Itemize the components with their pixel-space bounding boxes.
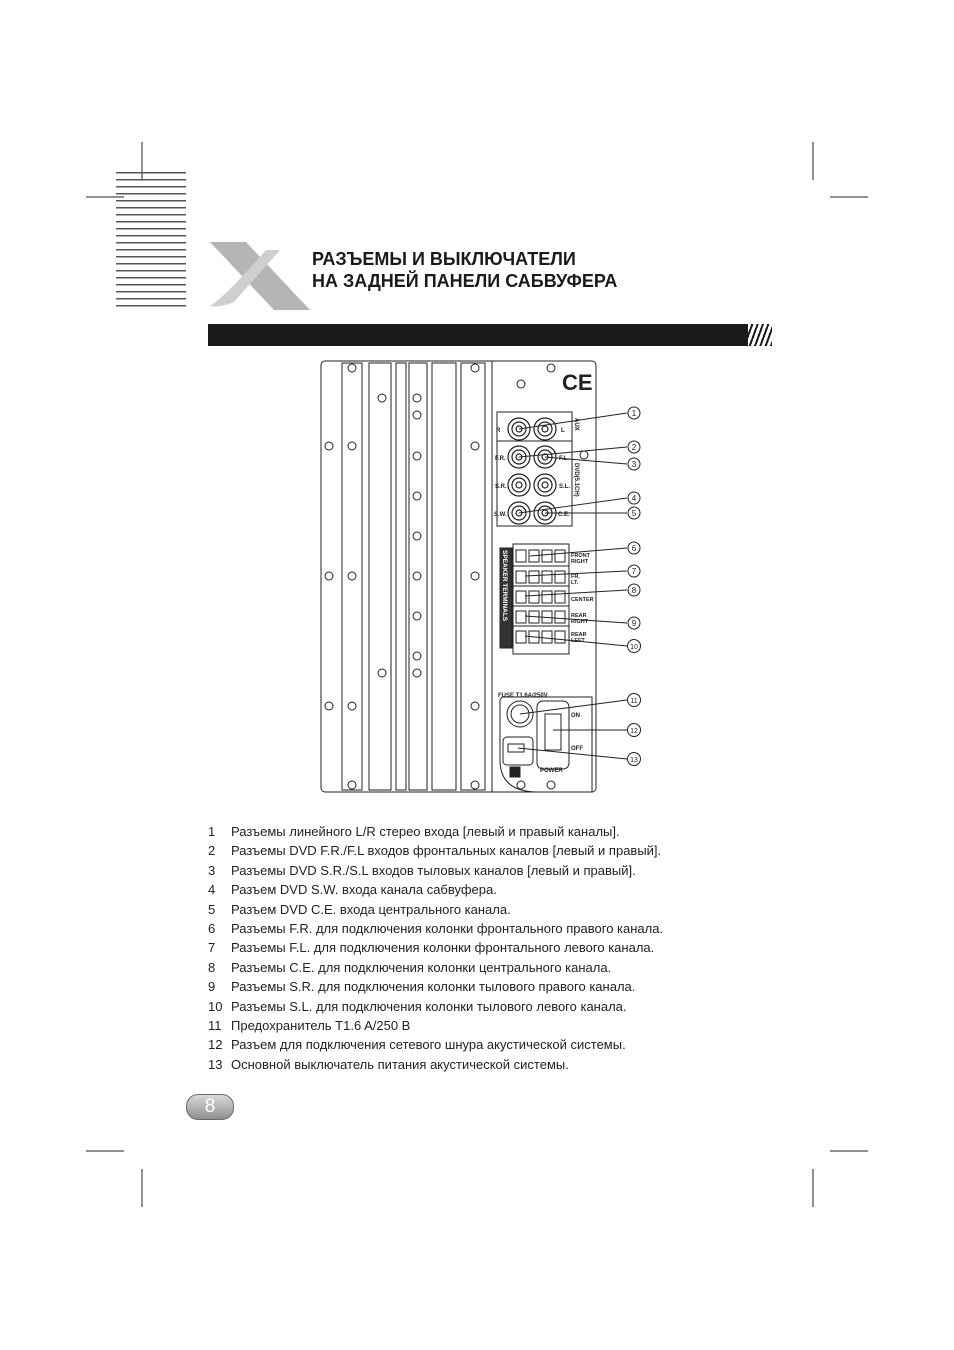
callout-5: 5 bbox=[631, 509, 637, 518]
terminal-rear-right-2: RIGHT bbox=[571, 619, 589, 625]
on-label: ON bbox=[571, 713, 580, 719]
legend-item: 1 Разъемы линейного L/R стерео входа [левый и правый каналы]. bbox=[208, 824, 620, 839]
title-line-1: РАЗЪЕМЫ И ВЫКЛЮЧАТЕЛИ bbox=[312, 249, 576, 269]
jack-label-fr: F.R. bbox=[495, 456, 506, 462]
callout-8: 8 bbox=[631, 586, 637, 595]
decorative-stripes bbox=[116, 172, 186, 312]
legend-item: 2 Разъемы DVD F.R./F.L входов фронтальных каналов [левый и правый]. bbox=[208, 843, 662, 859]
speaker-terminals-label: SPEAKER TERMINALS bbox=[501, 550, 508, 622]
callout-2: 2 bbox=[631, 443, 637, 452]
callout-7: 7 bbox=[631, 567, 637, 576]
legend-item: 12 Разъем для подключения сетевого шнура акустической системы. bbox=[208, 1037, 626, 1053]
legend-item: 8 Разъемы C.E. для подключения колонки центрального канала. bbox=[208, 959, 612, 975]
page-number: 8 bbox=[204, 1096, 216, 1117]
callout-12: 12 bbox=[630, 728, 638, 735]
jack-label-sl: S.L. bbox=[559, 484, 571, 490]
callout-11: 11 bbox=[630, 698, 638, 705]
x-logo-icon bbox=[206, 240, 316, 312]
callout-13: 13 bbox=[630, 757, 638, 764]
terminal-rear-left-2: LEFT bbox=[571, 638, 585, 644]
callout-1: 1 bbox=[631, 409, 637, 418]
legend-item: 6 Разъемы F.R. для подключения колонки фронтального правого канала. bbox=[208, 921, 664, 937]
terminal-fr-fl-2: LT. bbox=[571, 580, 579, 586]
section-bar bbox=[208, 324, 748, 346]
terminal-fr-fl-1: FR. bbox=[571, 574, 580, 580]
callout-3: 3 bbox=[631, 460, 637, 469]
dvd-label: DVD(5.1CH) bbox=[573, 463, 579, 497]
jack-label-l: L bbox=[561, 428, 565, 434]
jack-label-fl: F.L. bbox=[559, 456, 569, 462]
terminal-rear-left-1: REAR bbox=[571, 632, 587, 638]
jack-label-sw: S.W. bbox=[494, 512, 507, 518]
legend-item: 5 Разъем DVD C.E. входа центрального канала. bbox=[208, 901, 511, 917]
legend-item: 4 Разъем DVD S.W. входа канала сабвуфера. bbox=[208, 882, 497, 898]
legend-item: 3 Разъемы DVD S.R./S.L входов тыловых каналов [левый и правый]. bbox=[208, 862, 636, 878]
terminal-front-right-2: RIGHT bbox=[571, 559, 589, 565]
legend-item: 13 Основной выключатель питания акустической системы. bbox=[208, 1056, 569, 1072]
jack-label-r: R bbox=[496, 428, 501, 434]
jack-label-ce: C.E. bbox=[558, 512, 570, 518]
title-line-2: НА ЗАДНЕЙ ПАНЕЛИ САБВУФЕРА bbox=[312, 271, 618, 291]
terminal-center: CENTER bbox=[571, 597, 594, 603]
legend-item: 10 Разъемы S.L. для подключения колонки тылового левого канала. bbox=[208, 998, 627, 1014]
callout-4: 4 bbox=[631, 494, 637, 503]
terminal-front-right-1: FRONT bbox=[571, 553, 590, 559]
rear-panel-diagram bbox=[318, 358, 648, 798]
power-label: POWER bbox=[540, 768, 563, 774]
fuse-label: FUSE T1.6A/250V bbox=[498, 693, 548, 699]
legend-item: 7 Разъемы F.L. для подключения колонки фронтального левого канала. bbox=[208, 940, 655, 956]
terminal-rear-right-1: REAR bbox=[571, 613, 587, 619]
callout-6: 6 bbox=[631, 544, 637, 553]
callout-9: 9 bbox=[631, 619, 637, 628]
rca-jack-r bbox=[508, 418, 556, 524]
aux-label: AUX bbox=[573, 418, 579, 431]
page-title bbox=[312, 248, 617, 292]
jack-label-sr: S.R. bbox=[495, 484, 507, 490]
legend-list bbox=[208, 822, 768, 1074]
legend-item: 9 Разъемы S.R. для подключения колонки тылового правого канала. bbox=[208, 979, 636, 995]
legend-item: 11 Предохранитель T1.6 A/250 В bbox=[208, 1018, 411, 1034]
ce-mark: CE bbox=[562, 370, 593, 395]
section-bar-fade bbox=[746, 324, 772, 346]
callout-10: 10 bbox=[630, 644, 638, 651]
off-label: OFF bbox=[571, 746, 583, 752]
page-number-badge bbox=[186, 1094, 234, 1120]
